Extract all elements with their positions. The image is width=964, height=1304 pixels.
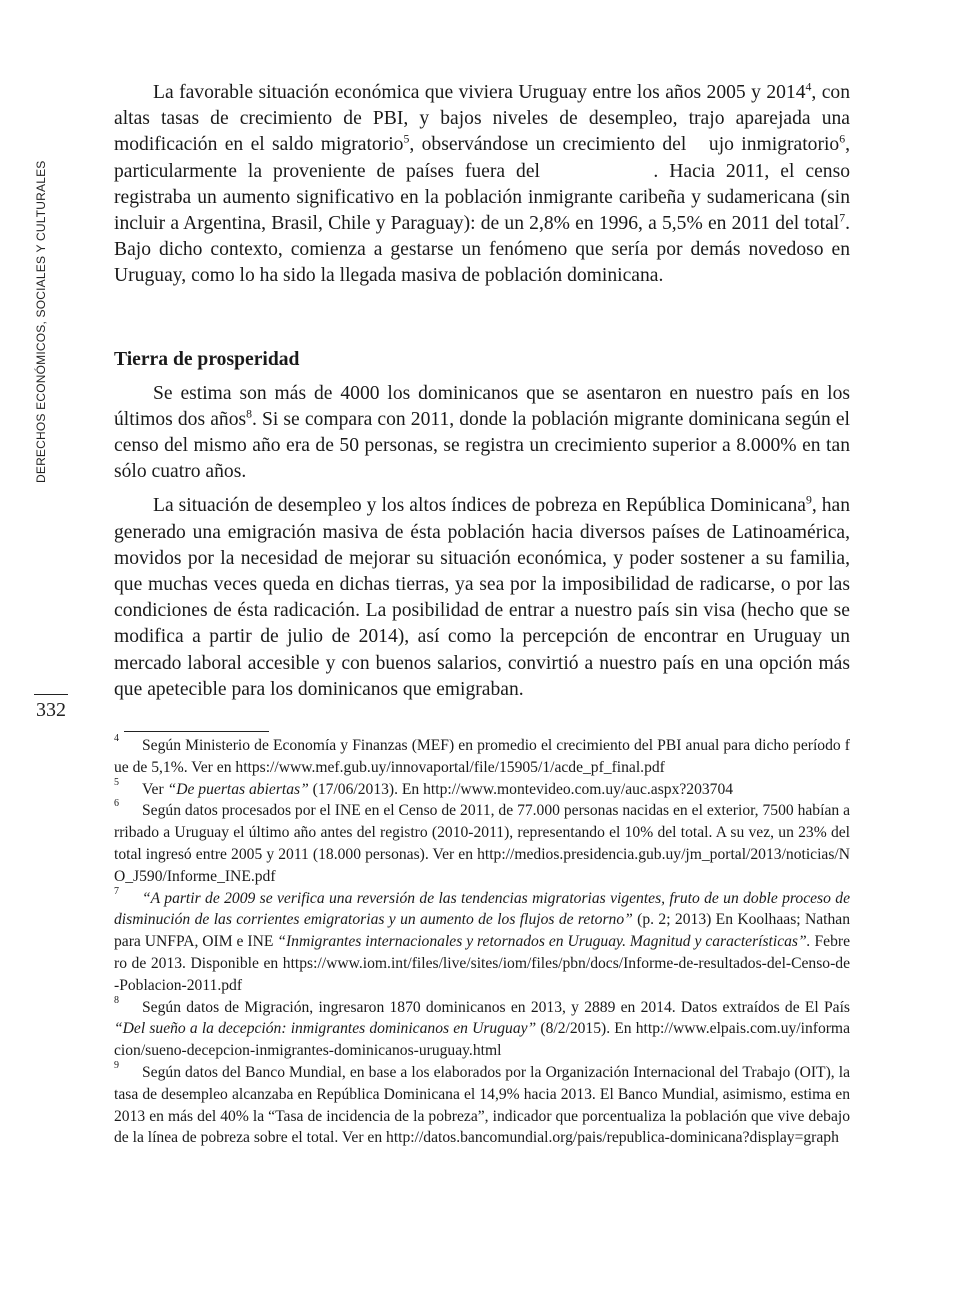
footnotes	[114, 735, 850, 1149]
page-number-rule	[34, 694, 68, 695]
footnote-ref-4[interactable]: 4	[805, 80, 812, 94]
footnote-5: 5 Ver “De puertas abiertas” (17/06/2013). En http://www.montevideo.com.uy/auc.aspx?203704	[114, 776, 734, 798]
footnote-ref-5[interactable]: 5	[403, 132, 410, 146]
footnote-ref-6[interactable]: 6	[839, 132, 846, 146]
footnote-4: 4 Según Ministerio de Economía y Finanzas (MEF) en promedio el crecimiento del PBI anual para dicho período fue de 5,1%. Ver en https://www.mef.gub.uy/innovaportal/file/15905/1/acde_pf_final.pdf	[114, 733, 850, 776]
paragraph-3: La situación de desempleo y los altos índices de pobreza en República Dominicana$^9$, han generado una emigración masiva de ésta población hacia diversos países de Latinoamérica, movidos por la necesidad de mejorar su situación económica, y poder sostener a su familia, que muchas veces queda en dichas tierras, ya sea por la imposibilidad de radicarse, o por las condiciones de ésta radicación. La posibilidad de entrar a nuestro país sin visa (hecho que se modifica a partir de julio de 2014), así como la percepción de encontrar en Uruguay un mercado laboral accesible y con buenos salarios, convirtió a nuestro país en una opción más que apetecible para los dominicanos que emigraban.	[114, 493, 851, 700]
paragraph-1: La favorable situación económica que viviera Uruguay entre los años 2005 y 2014$^4$, con altas tasas de crecimiento de PBI, y bajos niveles de desempleo, trajo aparejada una modificación en el saldo migratorio$^5$, observándose un crecimiento del  ujo inmigratorio$^6$, particularmente la proveniente de países fuera del        . Hacia 2011, el censo registraba un aumento significativo en la población inmigrante caribeña y sudamericana (sin incluir a Argentina, Brasil, Chile y Paraguay): de un 2,8% en 1996, a 5,5% en 2011 del total$^7$. Bajo dicho contexto, comienza a gestarse un fenómeno que sería por demás novedoso en Uruguay, como lo ha sido la llegada masiva de población dominicana.	[114, 80, 851, 287]
footnote-8: 8 Según datos de Migración, ingresaron 1870 dominicanos en 2013, y 2889 en 2014. Datos extraídos de El País “Del sueño a la decepción: inmigrantes dominicanos en Uruguay” (8/2/2015). En http://www.elpais.com.uy/informacion/sueno-decepcion-inmigrantes-dominicanos-uruguay.html	[114, 994, 850, 1060]
section-heading: Tierra de prosperidad	[114, 348, 300, 370]
footnote-ref-8[interactable]: 8	[246, 407, 252, 421]
main-text	[114, 80, 850, 711]
footnote-ref-7[interactable]: 7	[839, 211, 846, 225]
footnote-ref-9[interactable]: 9	[805, 493, 812, 507]
paragraph-2: Se estima son más de 4000 los dominicanos que se asentaron en nuestro país en los últimos dos años$^8$. Si se compara con 2011, donde la población migrante dominicana según el censo del mismo año era de 50 personas, se registra un crecimiento superior a 8.000% en tan sólo cuatro años.	[114, 382, 850, 483]
footnote-separator	[124, 731, 269, 732]
running-title: DERECHOS ECONÓMICOS, SOCIALES Y CULTURALES	[34, 160, 48, 483]
footnote-7: 7 “A partir de 2009 se verifica una reversión de las tendencias migratorias vigentes, fruto de un doble proceso de disminución de las corrientes emigratorias y un aumento de los flujos de retorno” (p. 2; 2013) En Koolhaas; Nathan para UNFPA, OIM e INE “Inmigrantes internacionales y retornados en Uruguay. Magnitud y características”. Febrero de 2013. Disponible en https://www.iom.int/files/live/sites/iom/files/pbn/docs/Informe-de-resultados-del-Censo-de-Poblacion-2011.pdf	[114, 885, 851, 994]
footnote-9: 9 Según datos del Banco Mundial, en base a los elaborados por la Organización Internacional del Trabajo (OIT), la tasa de desempleo alcanzaba en República Dominicana el 14,9% hacia 2013. El Banco Mundial, asimismo, estima en 2013 en más del 40% la “Tasa de incidencia de la pobreza”, indicador que porcentualiza la población que vive debajo de la línea de pobreza sobre el total. Ver en http://datos.bancomundial.org/pais/republica-dominicana?display=graph	[114, 1059, 850, 1147]
page-number: 332	[36, 699, 66, 721]
footnote-6: 6 Según datos procesados por el INE en el Censo de 2011, de 77.000 personas nacidas en el exterior, 7500 habían arribado a Uruguay el último año antes del registro (2010-2011), representando el 10% del total. A su vez, un 23% del total ingresó entre 2005 y 2011 (18.000 personas). Ver en http://medios.presidencia.gub.uy/jm_portal/2013/noticias/NO_J590/Informe_INE.pdf	[114, 798, 850, 885]
